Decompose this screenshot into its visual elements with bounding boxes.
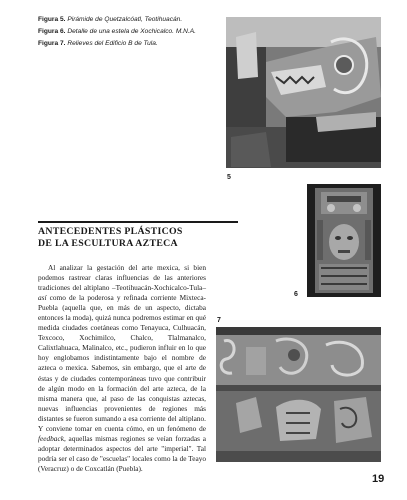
caption-figure-6 [38, 26, 228, 38]
caption-label: Figura 5. [38, 16, 66, 23]
body-text [38, 263, 206, 474]
figure-captions [38, 14, 228, 50]
caption-figure-7 [38, 38, 228, 50]
caption-figure-5 [38, 14, 228, 26]
body-text-segment: , aquellas mismas regiones se veían forzadas a adoptar determinados aspectos del arte "imperial". Tal podría ser el caso de "escuelas" locales como la de Teayo (Veracruz) o de Coxcatlán (Puebla). [38, 433, 206, 473]
caption-label: Figura 7. [38, 40, 66, 47]
figure-5-number: 5 [227, 174, 231, 181]
body-paragraph [38, 263, 206, 474]
figure-7-number: 7 [217, 317, 221, 324]
body-text-emphasis: así [38, 293, 47, 303]
section-heading [38, 221, 238, 250]
figure-6-photo [307, 184, 381, 297]
heading-line-2: DE LA ESCULTURA AZTECA [38, 238, 178, 249]
caption-text: Detalle de una estela de Xochicalco. M.N.A. [67, 28, 196, 35]
caption-text: Relieves del Edificio B de Tula. [67, 40, 158, 47]
caption-text: Pirámide de Quetzalcóatl, Teotihuacán. [67, 16, 183, 23]
page-number: 19 [372, 473, 385, 485]
heading-line-1: ANTECEDENTES PLÁSTICOS [38, 226, 183, 237]
figure-6-number: 6 [294, 291, 298, 298]
body-text-emphasis: feedback [38, 433, 64, 443]
body-text-segment: Al analizar la gestación del arte mexica, si bien podemos rastrear claras influencias de las anteriores tradiciones del altiplano –Teotihuacán-Xochicalco-Tula– [38, 263, 206, 293]
heading-rule [38, 221, 238, 223]
figure-5-photo [226, 17, 381, 168]
figure-7-photo [216, 327, 381, 462]
body-text-segment: como de la poderosa y refinada corriente Mixteca-Puebla (aquella que, en más de un aspecto, dictaba entonces la moda), quizá nunca podremos estimar en qué medida ciudades coetáneas como Tenayuca, Culhuacán, Texcoco, Xochimilco, Chalco, Tlalmanalco, Calixtlahuaca, Malinalco, etc., pudieron influir en lo que hoy englobamos indistintamente bajo el nombre de azteca o mexica. Sabemos, sin embargo, que el arte de éstas y de ciudades contemporáneas tuvo que contribuir de algún modo en la formación del arte azteca, de la misma manera que, al paso de las conquistas aztecas, nuevas influencias provenientes de regiones más distantes se fueron sumando a esa corriente del altiplano. Y conviene tomar en cuenta cómo, en un fenómeno de [38, 293, 206, 433]
caption-label: Figura 6. [38, 28, 66, 35]
